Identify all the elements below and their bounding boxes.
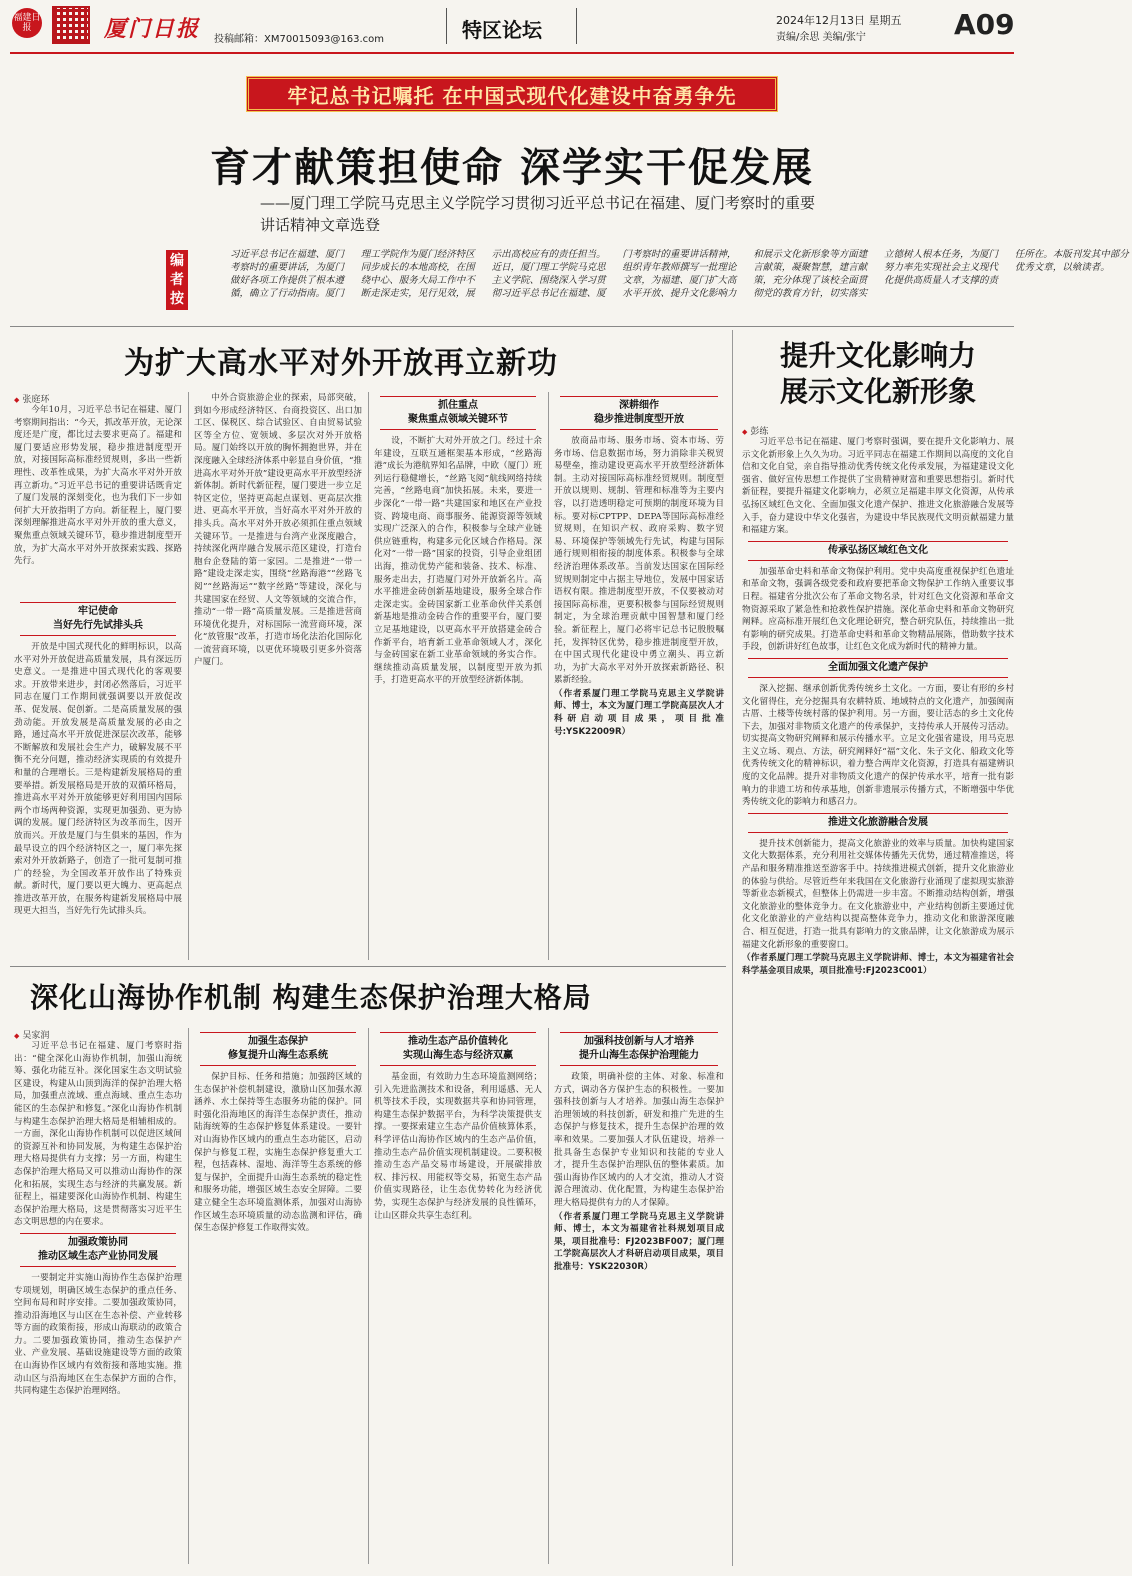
divider [10,966,726,967]
article1-col1 [14,404,182,596]
divider [10,326,1014,327]
qr-code-icon [52,6,90,44]
editors: 责编/余思 美编/张宁 [776,32,866,43]
article3-author-note: （作者系厦门理工学院马克思主义学院讲师、博士，本文为福建省社科规划项目成果，项目批准号：FJ2023BF007；厦门理工学院高层次人才科研启动项目成果，项目批准号：YSK22030R） [554,1211,724,1272]
page-number: A09 [954,8,1015,41]
article2-author-note: （作者系厦门理工学院马克思主义学院讲师、博士，本文为福建省社会科学基金项目成果，项目批准号:FJ2023C001） [742,953,1014,976]
article1-col5 [554,392,724,958]
article1-title: 为扩大高水平对外开放再立新功 [124,346,558,381]
editor-note-badge: 编者按 [166,250,188,310]
article3-col1 [14,1040,182,1562]
article3-subhead-3: 推动生态产品价值转化 实现山海生态与经济双赢 [380,1032,536,1066]
article3-col4 [554,1028,724,1562]
article2-body [742,436,1014,1562]
divider [576,8,577,44]
article1-col4 [374,392,542,958]
article3-title: 深化山海协作机制 构建生态保护治理大格局 [30,981,592,1014]
article3-col3 [374,1028,542,1562]
article2-section2: 深入挖掘、继承创新优秀传统乡土文化。一方面，要让有形的乡村文化留得住，充分挖掘具有农耕特质、地域特点的文化遗产，加强闽南古厝、土楼等传统村落的保护利用。另一方面，要让活态的乡土文化传下去，加强对非物质文化遗产的传承保护，支持传承人开展传习活动。切实提高文物研究阐释和展示传播水平。立足文化强省建设，用马克思主义立场、观点、方法，研究阐释好“福”文化、朱子文化、船政文化等优秀传统文化的精神标识，着力整合两岸文化资源，打造具有福建辨识度的文化品牌。提升对非物质文化遗产的保护传承水平，培育一批有影响力的非遗工坊和传承基地，创新非遗展示传播方式，不断增强中华优秀传统文化的影响力和感召力。 [742,683,1014,808]
article3-byline: ◆ 吴家润 [14,1028,49,1041]
article2-subhead-2: 全面加强文化遗产保护 [748,658,1008,678]
divider [368,1028,369,1564]
article3-col1-text: 习近平总书记在福建、厦门考察时指出：“健全深化山海协作机制，加强山海统筹、强化功能互补。深化国家生态文明试验区建设，构建从山顶到海洋的保护治理大格局，加强重点流域、重点海域、重点生态功能区的生态保护和修复。”深化山海协作机制与构建生态保护治理大格局是相辅相成的。一方面，深化山海协作机制可以促进区域间的资源互补和协同发展，为构建生态保护治理大格局提供有力支撑；另一方面，构建生态保护治理大格局又可以推动山海协作的深化和拓展，实现生态与经济的共赢发展。新征程上，福建要深化山海协作机制、构建生态保护治理大格局，这是贯彻落实习近平生态文明思想的内在要求。 [14,1041,182,1228]
article2-section1: 加强革命史料和革命文物保护利用。党中央高度重视保护红色遗址和革命文物，强调各级党委和政府要把革命文物保护工作纳入重要议事日程。福建省分批次公布了革命文物名录，针对红色文化资源和革命文物资源采取了紧急性和抢救性保护措施。深化革命史料和革命文物研究阐释。应高标准开展红色文化理论研究，整合研究队伍，持续推出一批有影响的研究成果。打造革命史料和革命文物精品展陈，借助数字技术手段，创新讲好红色故事，让红色文化成为新时代的精神力量。 [742,566,1014,653]
article3-col1b-text: 一要制定并实施山海协作生态保护治理专项规划，明确区域生态保护的重点任务、空间布局和时序安排。二要加强政策协同，推动沿海地区与山区在生态补偿、产业转移等方面的政策衔接，形成山海联动的政策合力。二要加强政策协同，推动生态保护产业、产业发展、基础设施建设等方面的政策在山海协作区域内有效衔接和落地实施。推动山区与沿海地区在生态保护方面的合作，共同构建生态保护治理网络。 [14,1272,182,1397]
article2-title: 提升文化影响力 展示文化新形象 [779,339,976,408]
divider [188,1028,189,1564]
article1-col2-text: 开放是中国式现代化的鲜明标识，以高水平对外开放促进高质量发展，具有深远历史意义。一是推进中国式现代化的客观要求。开放带来进步，封闭必然落后，习近平同志在厦门工作期间就强调要以开放促改革、促发展、促创新。二是高质量发展的强劲动能。开放发展是高质量发展的必由之路，通过高水平开放促进深层次改革，能够不断解放和发展社会生产力，破解发展不平衡不充分问题，推动经济实现质的有效提升和量的合理增长。三是构建新发展格局的重要举措。新发展格局是开放的双循环格局，推进高水平对外开放能够更好利用国内国际两个市场两种资源，实现更加强劲、更为协调的发展。厦门经济特区为改革而生，因开放而兴。开放是厦门与生俱来的基因，作为最早设立的四个经济特区之一，厦门率先探索对外开放新路子，创造了一批可复制可推广的经验，为全国改革开放作出了特殊贡献。新时代，厦门要以更大魄力、更高起点推进改革开放，在服务构建新发展格局中展现更大担当，当好先行先试排头兵。 [14,642,182,917]
dateline: 2024年12月13日 星期五 [776,14,902,27]
newspaper-logo-icon: 福建日报 [12,8,42,38]
slogan-banner: 牢记总书记嘱托 在中国式现代化建设中奋勇争先 [246,76,778,112]
page-subtitle: ——厦门理工学院马克思主义学院学习贯彻习近平总书记在福建、厦门考察时的重要讲话精神文章选登 [260,194,816,234]
divider [732,330,733,1566]
article1-col3-text: 中外合资旅游企业的探索，局部突破，到如今形成经济特区、台商投资区、出口加工区、保税区、综合试验区、自由贸易试验区等全方位、宽领域、多层次对外开放格局。厦门始终以开放的胸怀拥抱世界，并在深度融入全球经济体系中彰显自身价值，“推进高水平对外开放”建设更高水平开放型经济新体制。新时代新征程，厦门要进一步立足特区定位，坚持更高起点谋划、更高层次推进、更高水平开放，当好高水平对外开放的排头兵。高水平对外开放必须抓住重点领域关键环节。一是推进与台湾产业深度融合，持续深化两岸融合发展示范区建设，打造台胞台企登陆的第一家园。二是推进“一带一路”建设走深走实，围绕“丝路海港”“丝路飞阅”“丝路海运”“数字丝路”等建设，深化与共建国家在经贸、人文等领域的交流合作，推动“一带一路”高质量发展。三是推进营商环境优化提升，对标国际一流营商环境，深化“放管服”改革，打造市场化法治化国际化一流营商环境，以更优环境吸引更多外资落户厦门。 [194,393,362,668]
article2-section3: 提升技术创新能力，提高文化旅游业的效率与质量。加快构建国家文化大数据体系，充分利用社交媒体传播先天优势，通过精准推送，将产品和服务精准推送至游客手中。持续推进模式创新，提升文化旅游业的体验与供给。尽管近些年来我国在文化旅游行业涌现了虚拟现实旅游等新业态新模式，但整体上仍需进一步丰富。不断推动结构创新，增强文化旅游业的整体竞争力。在文化旅游业中，产业结构创新主要通过优化文化旅游业的产业结构以提高整体竞争力，推动文化和旅游深度融合、相互促进，打造一批具有影响力的文旅品牌，让文化旅游成为展示福建文化新形象的重要窗口。 [742,838,1014,950]
page-title: 育才献策担使命 深学实干促发展 [210,145,814,191]
article1-col3 [194,392,362,958]
article3-col2 [194,1028,362,1562]
divider [548,1028,549,1564]
article2-intro: 习近平总书记在福建、厦门考察时强调，要在提升文化影响力、展示文化新形象上久久为功。习近平同志在福建工作期间以高度的文化自信和文化自觉，亲自指导推动优秀传统文化传承发展，为福建建设文化强省、做好宣传思想工作提供了宝贵精神财富和重要思想指引。新时代新征程，要提升福建文化影响力，必须立足福建丰厚文化资源，从传承弘扬区域红色文化、全面加强文化遗产保护、推进文化旅游融合发展等入手，奋力建设中华文化强省，为建设中华民族现代文明贡献福建力量和福建方案。 [742,437,1014,536]
article1-col5-text: 放商品市场、服务市场、资本市场、劳务市场、信息数据市场，努力消除非关税贸易壁垒，推动建设更高水平开放型经济新体制。主动对接国际高标准经贸规则。制度型开放以规则、规制、管理和标准等为主要内容，以打造透明稳定可预期的制度环境为目标。要对标CPTPP、DEPA等国际高标准经贸规则，在知识产权、政府采购、数字贸易、环境保护等领域先行先试，构建与国际通行规则相衔接的制度体系。积极参与全球经济治理体系改革。当前发达国家在国际经贸规则制定中占据主导地位，发展中国家话语权有限。推进制度型开放，不仅要被动对接国际高标准，更要积极参与国际经贸规则制定，为全球治理贡献中国智慧和厦门经验。新征程上，厦门必将牢记总书记殷殷嘱托，发挥特区优势，稳步推进制度型开放，在中国式现代化建设中勇立潮头、再立新功，为扩大高水平对外开放探索新路径、积累新经验。 [554,436,724,686]
article2-byline: ◆ 彭练 [742,424,768,437]
article1-author-note: （作者系厦门理工学院马克思主义学院讲师、博士，本文为厦门理工学院高层次人才科研启动项目成果，项目批准号:YSK22009R） [554,688,724,737]
article2-subhead-1: 传承弘扬区域红色文化 [748,541,1008,561]
divider [446,8,447,44]
article1-subhead-2: 抓住重点 聚焦重点领域关键环节 [380,396,536,430]
divider [548,392,549,960]
divider [368,392,369,960]
paper-name: 厦门日报 [104,16,201,42]
article1-intro: 今年10月，习近平总书记在福建、厦门考察期间指出：“今天，抓改革开放，无论深度还是广度，都比过去要求更高了。福建和厦门要适应形势发展，稳步推进制度型开放，对接国际高标准经贸规则，多出一些新理性、改革性成果，为扩大高水平对外开放再立新功。”习近平总书记的重要讲话既肯定了厦门发展的深刻变化，也为我们下一步如何扩大开放指明了方向。新征程上，厦门要深刻理解推进高水平对外开放的重大意义，聚焦重点领域关键环节，稳步推进制度型开放，为扩大高水平对外开放探索实践、探路先行。 [14,405,182,567]
article1-col2 [14,598,182,958]
masthead-rule [10,52,1014,54]
section-name: 特区论坛 [462,18,542,42]
article1-byline: ◆ 张庭环 [14,392,49,405]
masthead [0,0,1024,52]
article3-subhead-2: 加强生态保护 修复提升山海生态系统 [200,1032,356,1066]
article3-col4-text: 政策，明确补偿的主体、对象、标准和方式，调动各方保护生态的积极性。一要加强科技创新与人才培养。加强山海生态保护治理领域的科技创新，研发和推广先进的生态保护与修复技术，提升生态保护治理的效率和效果。二要加强人才队伍建设，培养一批具备生态保护专业知识和技能的专业人才，提升生态保护治理队伍的整体素质。加强山海协作区域内的人才交流，推动人才资源合理流动、优化配置，为构建生态保护治理大格局提供有力的人才保障。 [554,1072,724,1208]
article3-subhead-4: 加强科技创新与人才培养 提升山海生态保护治理能力 [560,1032,718,1066]
article3-col3-text: 基金面，有效助力生态环境监测网络；引入先进监测技术和设备，利用遥感、无人机等技术手段，实现数据共享和协同管理，构建生态保护数据平台，为科学决策提供支撑。一要探索建立生态产品价值核算体系，科学评估山海协作区域内的生态产品价值，推动生态产品价值实现机制建设。二要积极推动生态产品交易市场建设，开展碳排放权、排污权、用能权等交易，拓宽生态产品价值实现路径，让生态优势转化为经济优势，实现生态保护与经济发展的良性循环，让山区群众共享生态红利。 [374,1072,542,1221]
article1-subhead-3: 深耕细作 稳步推进制度型开放 [560,396,718,430]
submission-email: 投稿邮箱：XM70015093@163.com [214,34,384,45]
divider [188,392,189,960]
editor-note-text: 习近平总书记在福建、厦门考察时的重要讲话，为厦门做好各项工作提供了根本遵循，确立了行动指南。厦门理工学院作为厦门经济特区同步成长的本地高校，在围绕中心、服务大局工作中不断走深走实，见行见效，展示出高校应有的责任担当。近日，厦门理工学院马克思主义学院、围绕深入学习贯彻习近平总书记在福建、厦门考察时的重要讲话精神，组织青年教师撰写一批理论文章，为福建、厦门扩大高水平开放、提升文化影响力和展示文化新形象等方面建言献策，凝聚智慧，建言献策，充分体现了该校全面贯彻党的教育方针，切实落实立德树人根本任务，为厦门努力率先实现社会主义现代化提供高质量人才支撑的责任所在。本版刊发其中部分优秀文章，以飨读者。 [230,249,1129,299]
article1-col4-text: 设，不断扩大对外开放之门。经过十余年建设，互联互通框架基本形成，“丝路海港”成长为港航界知名品牌，中欧（厦门）班列运行稳健增长，“丝路飞阅”航线网络持续完善，“丝路电商”加快拓展。未来，要进一步深化“一带一路”共建国家和地区在产业投资、跨境电商、商事服务、能源资源等领域实现广泛深入的合作，积极参与全球产业链供应链重构，构建多元化区域合作格局。深化对“一带一路”国家的投资，引导企业组团出海，推动优势产能和装备、技术、标准、服务走出去，打造厦门对外开放新名片。高水平推进金砖创新基地建设，服务全球合作走深走实。金砖国家新工业革命伙伴关系创新基地是推动金砖合作的重要平台，厦门要立足基地建设，以更高水平开放搭建金砖合作新平台，培育新工业革命领域人才，深化与金砖国家在新工业革命领域的务实合作。继续推动高质量发展，以制度型开放为抓手，打造更高水平的开放型经济新体制。 [374,436,542,686]
article1-subhead-1: 牢记使命 当好先行先试排头兵 [20,602,176,636]
article2-subhead-3: 推进文化旅游融合发展 [748,813,1008,833]
article3-subhead-1: 加强政策协同 推动区域生态产业协同发展 [20,1233,176,1267]
article3-col2-text: 保护目标、任务和措施；加强跨区域的生态保护补偿机制建设，激励山区加强水源涵养、水土保持等生态服务功能的保护。同时强化沿海地区的海洋生态保护责任，推动陆海统筹的生态保护修复体系建设。一要针对山海协作区域内的重点生态功能区，启动保护与修复工程，实施生态保护修复重大工程，包括森林、湿地、海洋等生态系统的修复与保护，全面提升山海生态系统的稳定性和服务功能，增强区域生态安全屏障。二要建立健全生态环境监测体系，加强对山海协作区域生态环境质量的动态监测和评估，确保生态保护修复工作取得实效。 [194,1072,362,1234]
